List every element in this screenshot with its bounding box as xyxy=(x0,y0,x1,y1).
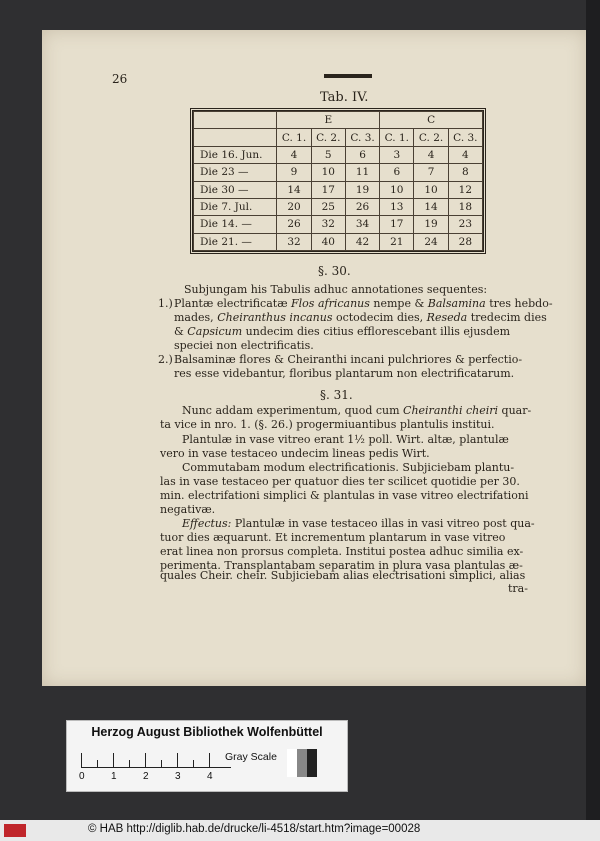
table-cell: 12 xyxy=(448,181,482,198)
text-run: nempe & xyxy=(369,297,428,310)
ruler-tick xyxy=(193,760,194,767)
table-cell: 4 xyxy=(448,146,482,163)
footer-bar xyxy=(0,820,600,841)
s31-line10: tuor dies æquarunt. Et incrementum plantarum in vase vitreo xyxy=(160,531,506,544)
text-run: Nunc addam experimentum, quod cum xyxy=(182,404,404,417)
s31-line9 xyxy=(182,517,535,531)
ruler-number: 2 xyxy=(143,771,149,782)
species-name: Cheiranthus incanus xyxy=(217,311,333,324)
subheader-cell: C. 1. xyxy=(380,129,414,146)
table-cell: 10 xyxy=(311,164,345,181)
row-label: Die 14. — xyxy=(194,216,277,233)
table-cell: 32 xyxy=(277,233,311,250)
s30-item1-line4: speciei non electrificatis. xyxy=(174,339,314,352)
table-cell: 42 xyxy=(345,233,379,250)
table-cell: 32 xyxy=(311,216,345,233)
table-cell: 21 xyxy=(380,233,414,250)
row-label: Die 16. Jun. xyxy=(194,146,277,163)
ruler-tick xyxy=(177,753,178,767)
library-name: Herzog August Bibliothek Wolfenbüttel xyxy=(91,725,323,739)
table-cell: 34 xyxy=(345,216,379,233)
table-cell: 14 xyxy=(414,198,448,215)
growth-table xyxy=(190,108,486,254)
table-row xyxy=(194,233,483,250)
table-corner-cell xyxy=(194,129,277,146)
text-run: octodecim dies, xyxy=(332,311,427,324)
table-cell: 9 xyxy=(277,164,311,181)
s31-line6: las in vase testaceo per quatuor dies ter scilicet quotidie per 30. xyxy=(160,475,520,488)
s31-line4: vero in vase testaceo undecim lineas pedis Wirt. xyxy=(160,447,430,460)
table-cell: 26 xyxy=(345,198,379,215)
ruler-tick xyxy=(161,760,162,767)
s30-item2-line2: res esse videbantur, floribus plantarum non electrificatarum. xyxy=(174,367,515,380)
s31-line12: perimenta. Transplantabam separatim in plura vasa plantulas æ- xyxy=(160,559,523,572)
ruler-number: 3 xyxy=(175,771,181,782)
s31-line8: negativæ. xyxy=(160,503,216,516)
text-run: tres hebdo- xyxy=(485,297,553,310)
row-label: Die 21. — xyxy=(194,233,277,250)
table-cell: 23 xyxy=(448,216,482,233)
table-row xyxy=(194,164,483,181)
table-cell: 25 xyxy=(311,198,345,215)
s31-line13: quales Cheir. cheir. Subjiciebam alias electrisationi simplici, alias xyxy=(160,569,526,582)
ruler-tick xyxy=(97,760,98,767)
subheader-cell: C. 1. xyxy=(277,129,311,146)
text-run: Plantulæ in vase testaceo illas in vasi vitreo post qua- xyxy=(231,517,535,530)
table-cell: 26 xyxy=(277,216,311,233)
subheader-cell: C. 3. xyxy=(448,129,482,146)
table-cell: 17 xyxy=(311,181,345,198)
species-name: Cheiranthi cheiri xyxy=(403,404,499,417)
gray-swatch-mid xyxy=(297,749,307,777)
table-row xyxy=(194,181,483,198)
page-number: 26 xyxy=(112,72,128,86)
table-cell: 8 xyxy=(448,164,482,181)
table-row xyxy=(194,198,483,215)
table-cell: 6 xyxy=(380,164,414,181)
group-header-c: C xyxy=(380,112,483,129)
text-run: & xyxy=(174,325,188,338)
gray-scale-label: Gray Scale xyxy=(225,751,277,763)
s30-item2-line1: Balsaminæ flores & Cheiranthi incani pulchriores & perfectio- xyxy=(174,353,523,366)
s31-line7: min. electrifationi simplici & plantulas in vase vitreo electrifationi xyxy=(160,489,529,502)
book-spine-edge xyxy=(586,0,600,820)
group-header-e: E xyxy=(277,112,380,129)
table-cell: 20 xyxy=(277,198,311,215)
hab-logo-icon xyxy=(4,824,26,837)
text-run: undecim dies citius efflorescebant illis ejusdem xyxy=(242,325,511,338)
s30-item1-line3 xyxy=(174,325,510,339)
library-scan-card xyxy=(66,720,348,792)
row-label: Die 7. Jul. xyxy=(194,198,277,215)
subheader-cell: C. 2. xyxy=(311,129,345,146)
table-cell: 18 xyxy=(448,198,482,215)
table-cell: 11 xyxy=(345,164,379,181)
table-title: Tab. IV. xyxy=(320,90,369,105)
subheader-cell: C. 3. xyxy=(345,129,379,146)
s31-line3: Plantulæ in vase vitreo erant 1½ poll. Wirt. altæ, plantulæ xyxy=(182,433,509,446)
s30-item2-number: 2.) xyxy=(158,353,173,366)
s31-line2: ta vice in nro. 1. (§. 26.) progermiuantibus plantulis institui. xyxy=(160,418,495,431)
gray-swatch-white xyxy=(287,749,297,777)
ruler-number: 0 xyxy=(79,771,85,782)
ruler-tick xyxy=(81,753,82,767)
table-cell: 3 xyxy=(380,146,414,163)
s31-line11: erat linea non prorsus completa. Institui postea adhuc similia ex- xyxy=(160,545,524,558)
row-label: Die 30 — xyxy=(194,181,277,198)
ruler-tick xyxy=(113,753,114,767)
table-cell: 6 xyxy=(345,146,379,163)
table-cell: 4 xyxy=(277,146,311,163)
table-cell: 28 xyxy=(448,233,482,250)
ruler-tick xyxy=(129,760,130,767)
s30-intro: Subjungam his Tabulis adhuc annotationes sequentes: xyxy=(184,283,488,296)
ruler-tick xyxy=(145,753,146,767)
table-cell: 14 xyxy=(277,181,311,198)
table-group-header-row xyxy=(194,112,483,129)
s31-line1 xyxy=(182,404,531,418)
ruler-tick xyxy=(209,753,210,767)
species-name: Balsamina xyxy=(427,297,486,310)
table-cell: 19 xyxy=(414,216,448,233)
table-subheader-row xyxy=(194,129,483,146)
table-cell: 17 xyxy=(380,216,414,233)
subheader-cell: C. 2. xyxy=(414,129,448,146)
ornament-rule xyxy=(324,74,372,78)
gray-swatch-dark xyxy=(307,749,317,777)
row-label: Die 23 — xyxy=(194,164,277,181)
ruler-number: 4 xyxy=(207,771,213,782)
scale-ruler xyxy=(81,753,231,768)
s30-item1-number: 1.) xyxy=(158,297,173,310)
table-corner-cell xyxy=(194,112,277,129)
ruler-number: 1 xyxy=(111,771,117,782)
table-row xyxy=(194,216,483,233)
table-cell: 13 xyxy=(380,198,414,215)
table-cell: 19 xyxy=(345,181,379,198)
table-cell: 40 xyxy=(311,233,345,250)
table-cell: 5 xyxy=(311,146,345,163)
table-cell: 10 xyxy=(380,181,414,198)
table-cell: 7 xyxy=(414,164,448,181)
effectus-label: Effectus: xyxy=(182,517,232,530)
text-run: tredecim dies xyxy=(467,311,547,324)
section-heading-30: §. 30. xyxy=(318,264,351,278)
text-run: mades, xyxy=(174,311,218,324)
table-cell: 24 xyxy=(414,233,448,250)
text-run: quar- xyxy=(498,404,532,417)
table-cell: 10 xyxy=(414,181,448,198)
species-name: Capsicum xyxy=(187,325,243,338)
s31-line5: Commutabam modum electrificationis. Subjiciebam plantu- xyxy=(182,461,515,474)
table-cell: 4 xyxy=(414,146,448,163)
footer-url-text: © HAB http://diglib.hab.de/drucke/li-4518/start.htm?image=00028 xyxy=(88,823,421,835)
species-name: Flos africanus xyxy=(291,297,370,310)
s30-item1-line2 xyxy=(174,311,547,325)
catchword: tra- xyxy=(508,582,528,595)
species-name: Reseda xyxy=(426,311,468,324)
text-run: Plantæ electrificatæ xyxy=(174,297,292,310)
s30-item1-line1 xyxy=(174,297,553,311)
section-heading-31: §. 31. xyxy=(320,388,353,402)
table-row xyxy=(194,146,483,163)
